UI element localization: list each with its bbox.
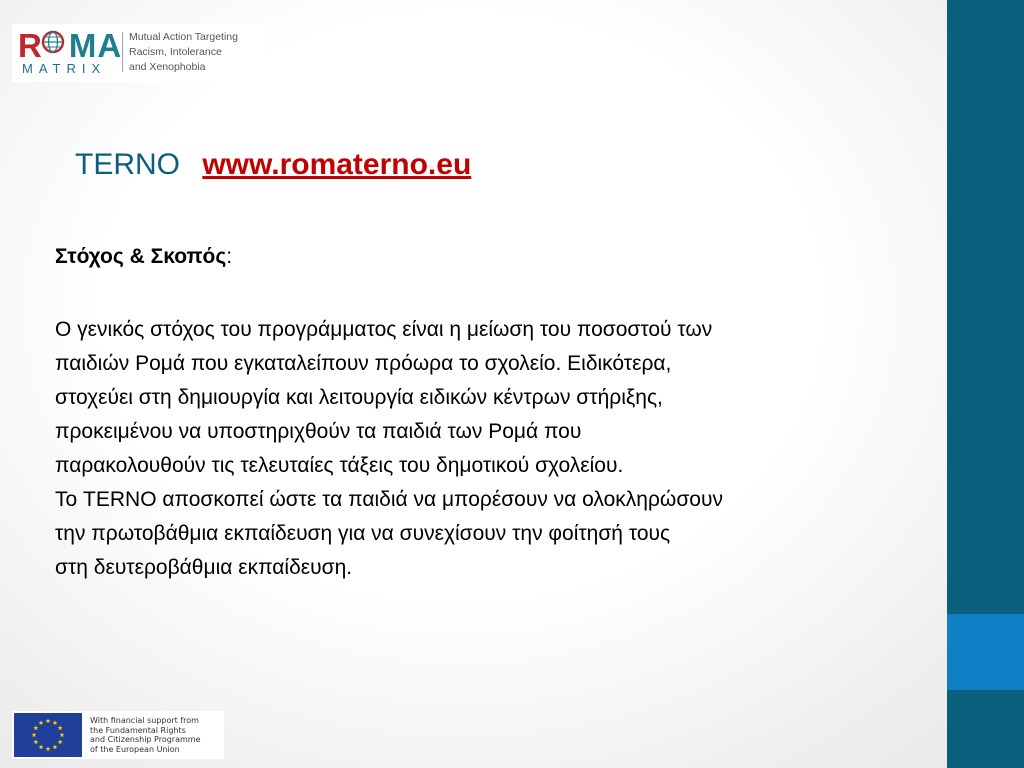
logo-matrix-word: MATRIX	[22, 61, 107, 76]
body-line: στοχεύει στη δημιουργία και λειτουργία ειδικών κέντρων στήριξης,	[55, 386, 663, 409]
tagline-line: and Xenophobia	[129, 61, 206, 73]
body-line: παρακολουθούν τις τελευταίες τάξεις του δημοτικού σχολείου.	[55, 454, 624, 477]
globe-icon	[41, 30, 65, 54]
tagline-line: Racism, Intolerance	[129, 46, 222, 58]
body-line: Το TERNO αποσκοπεί ώστε τα παιδιά να μπορέσουν να ολοκληρώσουν	[55, 488, 723, 511]
right-bar-accent	[947, 614, 1024, 690]
section-heading: Στόχος & Σκοπός:	[55, 245, 233, 268]
website-link[interactable]: www.romaterno.eu	[202, 148, 472, 181]
logo-roma-word: R MA	[18, 27, 123, 64]
project-name: TERNO	[75, 148, 180, 181]
body-line: παιδιών Ρομά που εγκαταλείπουν πρόωρα το σχολείο. Ειδικότερα,	[55, 352, 672, 375]
body-line: την πρωτοβάθμια εκπαίδευση για να συνεχίσουν την φοίτησή τους	[55, 522, 671, 545]
eu-text-line: and Citizenship Programme	[90, 735, 201, 744]
logo-separator	[122, 32, 123, 72]
eu-text-line: the Fundamental Rights	[90, 725, 186, 735]
tagline-line: Mutual Action Targeting	[129, 31, 238, 43]
page-title	[75, 146, 471, 184]
eu-funding-notice	[12, 711, 224, 759]
eu-flag-icon	[14, 713, 82, 757]
body-line: Ο γενικός στόχος του προγράμματος είναι η μείωση του ποσοστού των	[55, 318, 713, 341]
roma-matrix-logo	[12, 24, 264, 82]
eu-text-line: With financial support from	[90, 716, 199, 725]
eu-text-line: of the European Union	[90, 744, 180, 754]
body-line: προκειμένου να υποστηριχθούν τα παιδιά των Ρομά που	[55, 420, 582, 443]
body-paragraph	[55, 313, 935, 585]
eu-funding-text	[90, 716, 201, 754]
right-decor-bar	[947, 0, 1024, 768]
body-line: στη δευτεροβάθμια εκπαίδευση.	[55, 556, 353, 579]
logo-tagline	[129, 30, 238, 75]
